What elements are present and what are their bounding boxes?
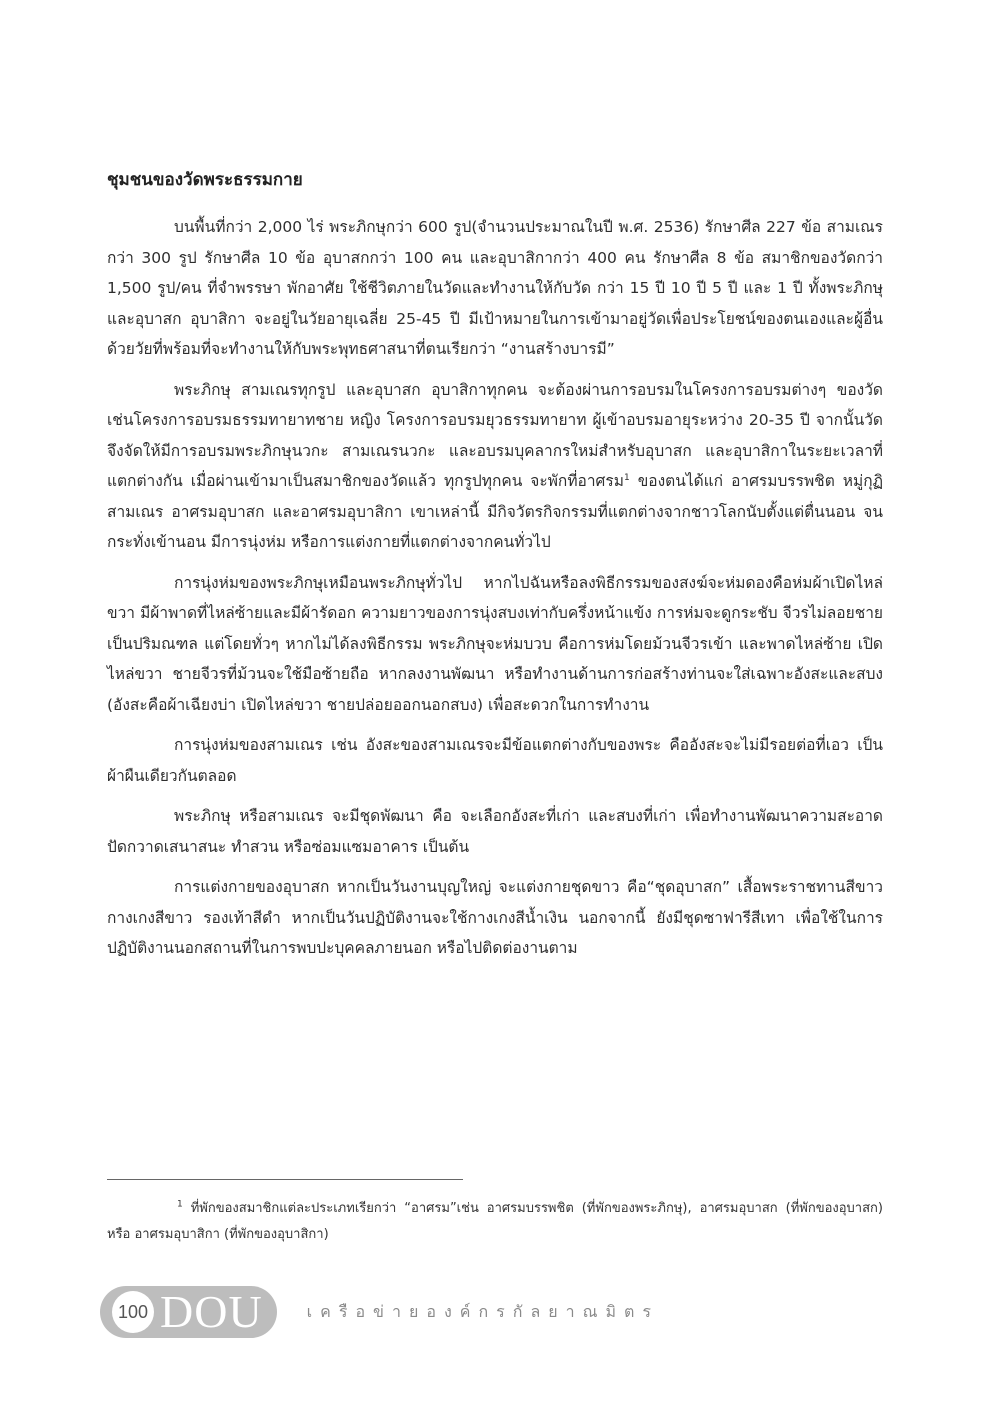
paragraph-5: พระภิกษุ หรือสามเณร จะมีชุดพัฒนา คือ จะเลือกอังสะที่เก่า และสบงที่เก่า เพื่อทำงานพัฒนาความสะอาด ปัดกวาดเสนาสนะ ทำสวน หรือซ่อมแซมอาคาร เป็นต้น	[107, 807, 883, 856]
paragraph-1: บนพื้นที่กว่า 2,000 ไร่ พระภิกษุกว่า 600 รูป(จำนวนประมาณในปี พ.ศ. 2536) รักษาศีล 227 ข้อ สามเณรกว่า 300 รูป รักษาศีล 10 ข้อ อุบาสกกว่า 100 คน และอุบาสิกากว่า 400 คน รักษาศีล 8 ข้อ สมาชิกของวัดกว่า 1,500 รูป/คน ที่จำพรรษา พักอาศัย ใช้ชีวิตภายในวัดและทำงานให้กับวัด กว่า 15 ปี 10 ปี 5 ปี และ 1 ปี ทั้งพระภิกษุ และอุบาสก อุบาสิกา จะอยู่ในวัยอายุเฉลี่ย 25-45 ปี มีเป้าหมายในการเข้ามาอยู่วัดเพื่อประโยชน์ของตนเองและผู้อื่น ด้วยวัยที่พร้อมที่จะทำงานให้กับพระพุทธศาสนาที่ตนเรียกว่า “งานสร้างบารมี”	[107, 218, 883, 358]
page-footer	[100, 1285, 659, 1339]
paragraph-2	[107, 375, 883, 558]
footnote-divider	[107, 1179, 463, 1180]
page-badge	[100, 1286, 277, 1338]
body-text	[107, 212, 883, 974]
paragraph-2-tail: ของตนได้แก่ อาศรมบรรพชิต หมู่กุฏิสามเณร อาศรมอุบาสก และอาศรมอุบาสิกา เขาเหล่านี้ มีกิจวัตรกิจกรรมที่แตกต่างจากชาวโลกนับตั้งแต่ตื่นนอน จนกระทั่งเข้านอน มีการนุ่งห่ม หรือการแต่งกายที่แตกต่างจากคนทั่วไป	[107, 472, 883, 551]
footnote	[107, 1196, 883, 1248]
footnote-text: ที่พักของสมาชิกแต่ละประเภทเรียกว่า “อาศรม”เช่น อาศรมบรรพชิต (ที่พักของพระภิกษุ), อาศรมอุบาสก (ที่พักของอุบาสก) หรือ อาศรมอุบาสิกา (ที่พักของอุบาสิกา)	[107, 1201, 883, 1242]
dou-logo: DOU	[160, 1286, 263, 1337]
paragraph-4: การนุ่งห่มของสามเณร เช่น อังสะของสามเณรจะมีข้อแตกต่างกับของพระ คืออังสะจะไม่มีรอยต่อที่เอว เป็นผ้าผืนเดียวกันตลอด	[107, 736, 883, 785]
page-number: 100	[112, 1291, 154, 1333]
footer-tagline: เครือข่ายองค์กรกัลยาณมิตร	[306, 1301, 659, 1321]
footnote-number: 1	[177, 1199, 183, 1210]
paragraph-3: การนุ่งห่มของพระภิกษุเหมือนพระภิกษุทั่วไป หากไปฉันหรือลงพิธีกรรมของสงฆ์จะห่มดองคือห่มผ้าเปิดไหล่ขวา มีผ้าพาดที่ไหล่ซ้ายและมีผ้ารัดอก ความยาวของการนุ่งสบงเท่ากับครึ่งหน้าแข้ง การห่มจะดูกระชับ จีวรไม่ลอยชาย เป็นปริมณฑล แต่โดยทั่วๆ หากไม่ได้ลงพิธีกรรม พระภิกษุจะห่มบวบ คือการห่มโดยม้วนจีวรเข้า และพาดไหล่ซ้าย เปิดไหล่ขวา ชายจีวรที่ม้วนจะใช้มือซ้ายถือ หากลงงานพัฒนา หรือทำงานด้านการก่อสร้างท่านจะใส่เฉพาะอังสะและสบง (อังสะคือผ้าเฉียงบ่า เปิดไหล่ขวา ชายปล่อยออกนอกสบง) เพื่อสะดวกในการทำงาน	[107, 573, 883, 714]
paragraph-2-head: พระภิกษุ สามเณรทุกรูป และอุบาสก อุบาสิกาทุกคน จะต้องผ่านการอบรมในโครงการอบรมต่างๆ ของวัด เช่นโครงการอบรมธรรมทายาทชาย หญิง โครงการอบรมยุวธรรมทายาท ผู้เข้าอบรมอายุระหว่าง 20-35 ปี จากนั้นวัดจึงจัดให้มีการอบรมพระภิกษุนวกะ สามเณรนวกะ และอบรมบุคลากรใหม่สำหรับอุบาสก และอุบาสิกาในระยะเวลาที่แตกต่างกัน เมื่อผ่านเข้ามาเป็นสมาชิกของวัดแล้ว ทุกรูปทุกคน จะพักที่อาศรม	[107, 380, 883, 490]
section-heading: ชุมชนของวัดพระธรรมกาย	[107, 170, 303, 190]
footnote-ref[interactable]: 1	[623, 472, 630, 483]
paragraph-6: การแต่งกายของอุบาสก หากเป็นวันงานบุญใหญ่ จะแต่งกายชุดขาว คือ“ชุดอุบาสก” เสื้อพระราชทานสีขาว กางเกงสีขาว รองเท้าสีดำ หากเป็นวันปฏิบัติงานจะใช้กางเกงสีน้ำเงิน นอกจากนี้ ยังมีชุดซาฟารีสีเทา เพื่อใช้ในการปฏิบัติงานนอกสถานที่ในการพบปะบุคคลภายนอก หรือไปติดต่องานตาม	[107, 878, 883, 957]
